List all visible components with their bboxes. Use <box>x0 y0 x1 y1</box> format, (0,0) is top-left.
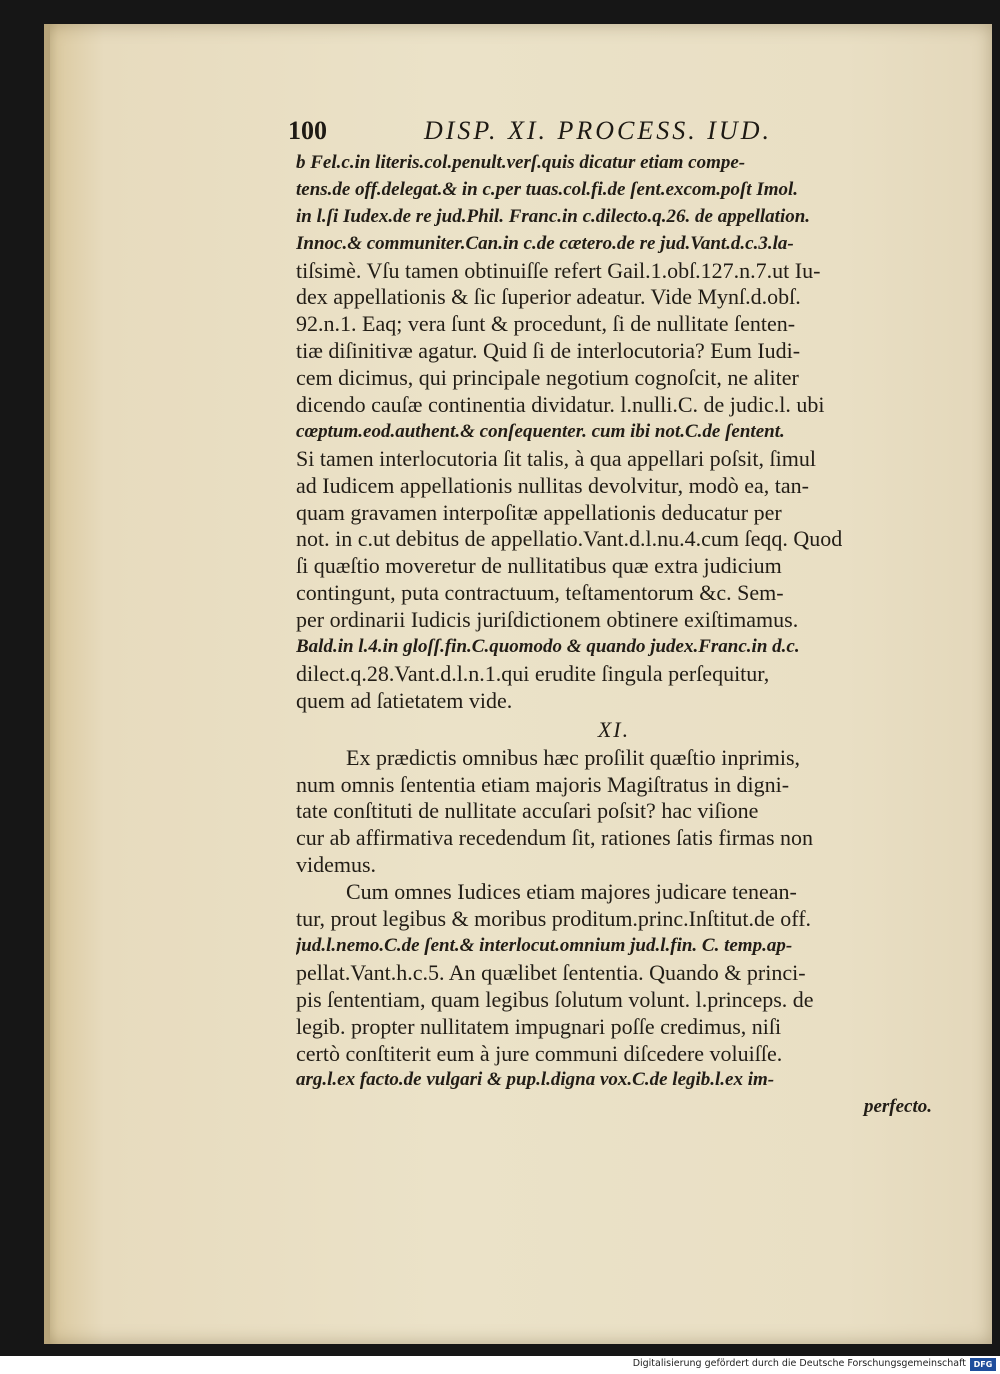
paragraph-notes <box>296 150 932 715</box>
text-line: videmus. <box>296 852 377 878</box>
text-line: Bald.in l.4.in gloſſ.fin.C.quomodo & quando judex.Franc.in d.c. <box>296 636 800 658</box>
text-line: Cum omnes Iudices etiam majores judicare tenean- <box>346 879 797 905</box>
text-line: tur, prout legibus & moribus proditum.princ.Inſtitut.de off. <box>296 906 812 932</box>
text-line: ſi quæſtio moveretur de nullitatibus quæ extra judicium <box>296 553 782 579</box>
text-line: contingunt, puta contractuum, teſtamentorum &c. Sem- <box>296 580 784 606</box>
section-number: XI. <box>597 716 631 742</box>
text-line: not. in c.ut debitus de appellatio.Vant.d.l.nu.4.cum ſeqq. Quod <box>296 526 843 552</box>
text-line: pis ſententiam, quam legibus ſolutum volunt. l.princeps. de <box>296 986 814 1012</box>
text-line: Si tamen interlocutoria ſit talis, à qua appellari poſsit, ſimul <box>296 445 816 471</box>
running-head-title: DISP. XI. PROCESS. IUD. <box>424 116 772 145</box>
text-line: tens.de off.delegat.& in c.per tuas.col.fi.de ſent.excom.poſt Imol. <box>296 178 799 200</box>
text-line: per ordinarii Iudicis juriſdictionem obtinere exiſtimamus. <box>296 607 799 633</box>
text-line: cur ab affirmativa recedendum ſit, rationes ſatis firmas non <box>296 825 814 851</box>
text-line: arg.l.ex facto.de vulgari & pup.l.digna vox.C.de legib.l.ex im- <box>296 1069 775 1091</box>
funding-credit: Digitalisierung gefördert durch die Deutsche Forschungsgemeinschaft <box>632 1358 966 1369</box>
text-line: legib. propter nullitatem impugnari poſſe credimus, niſi <box>296 1013 782 1039</box>
text-line: cem dicimus, qui principale negotium cognoſcit, ne aliter <box>296 365 799 391</box>
text-line: tate conſtituti de nullitate accuſari poſsit? hac viſione <box>296 798 759 824</box>
text-line: pellat.Vant.h.c.5. An quælibet ſententia. Quando & princi- <box>296 959 806 985</box>
text-line: dilect.q.28.Vant.d.l.n.1.qui erudite ſingula perſequitur, <box>296 660 770 686</box>
text-line: dicendo cauſæ continentia dividatur. l.nulli.C. de judic.l. ubi <box>296 392 825 418</box>
text-line: Innoc.& communiter.Can.in c.de cætero.de re jud.Vant.d.c.3.la- <box>296 232 794 254</box>
text-line: b Fel.c.in literis.col.penult.verſ.quis dicatur etiam compe- <box>296 152 746 173</box>
page-number: 100 <box>288 116 327 145</box>
text-line: tiſsimè. Vſu tamen obtinuiſſe refert Gail.1.obſ.127.n.7.ut Iu- <box>296 257 821 283</box>
body-text <box>296 150 932 1121</box>
text-line: Ex prædictis omnibus hæc proſilit quæſtio inprimis, <box>346 744 801 770</box>
text-line: quam gravamen interpoſitæ appellationis deducatur per <box>296 499 782 525</box>
text-line: dex appellationis & ſic ſuperior adeatur. Vide Mynſ.d.obſ. <box>296 284 801 310</box>
text-line: quem ad ſatietatem vide. <box>296 687 513 713</box>
page-gutter <box>44 24 50 1344</box>
running-head <box>288 116 928 152</box>
digitization-footer <box>0 1356 1000 1374</box>
text-line: tiæ diſinitivæ agatur. Quid ſi de interlocutoria? Eum Iudi- <box>296 338 801 364</box>
text-line: ad Iudicem appellationis nullitas devolvitur, modò ea, tan- <box>296 472 809 498</box>
text-line: perfecto. <box>863 1096 932 1118</box>
text-line: certò conſtiterit eum à jure communi diſcedere voluiſſe. <box>296 1040 783 1066</box>
text-line: num omnis ſententia etiam majoris Magiſtratus in digni- <box>296 771 790 797</box>
text-line: 92.n.1. Eaq; vera ſunt & procedunt, ſi de nullitate ſenten- <box>296 311 796 337</box>
text-line: in l.ſi Iudex.de re jud.Phil. Franc.in c.dilecto.q.26. de appellation. <box>296 205 811 227</box>
text-line: jud.l.nemo.C.de ſent.& interlocut.omnium jud.l.fin. C. temp.ap- <box>296 934 793 956</box>
paragraph-section-xi <box>296 745 932 1121</box>
dfg-logo: DFG <box>970 1358 996 1371</box>
text-line: cœptum.eod.authent.& conſequenter. cum ibi not.C.de ſentent. <box>296 420 785 442</box>
